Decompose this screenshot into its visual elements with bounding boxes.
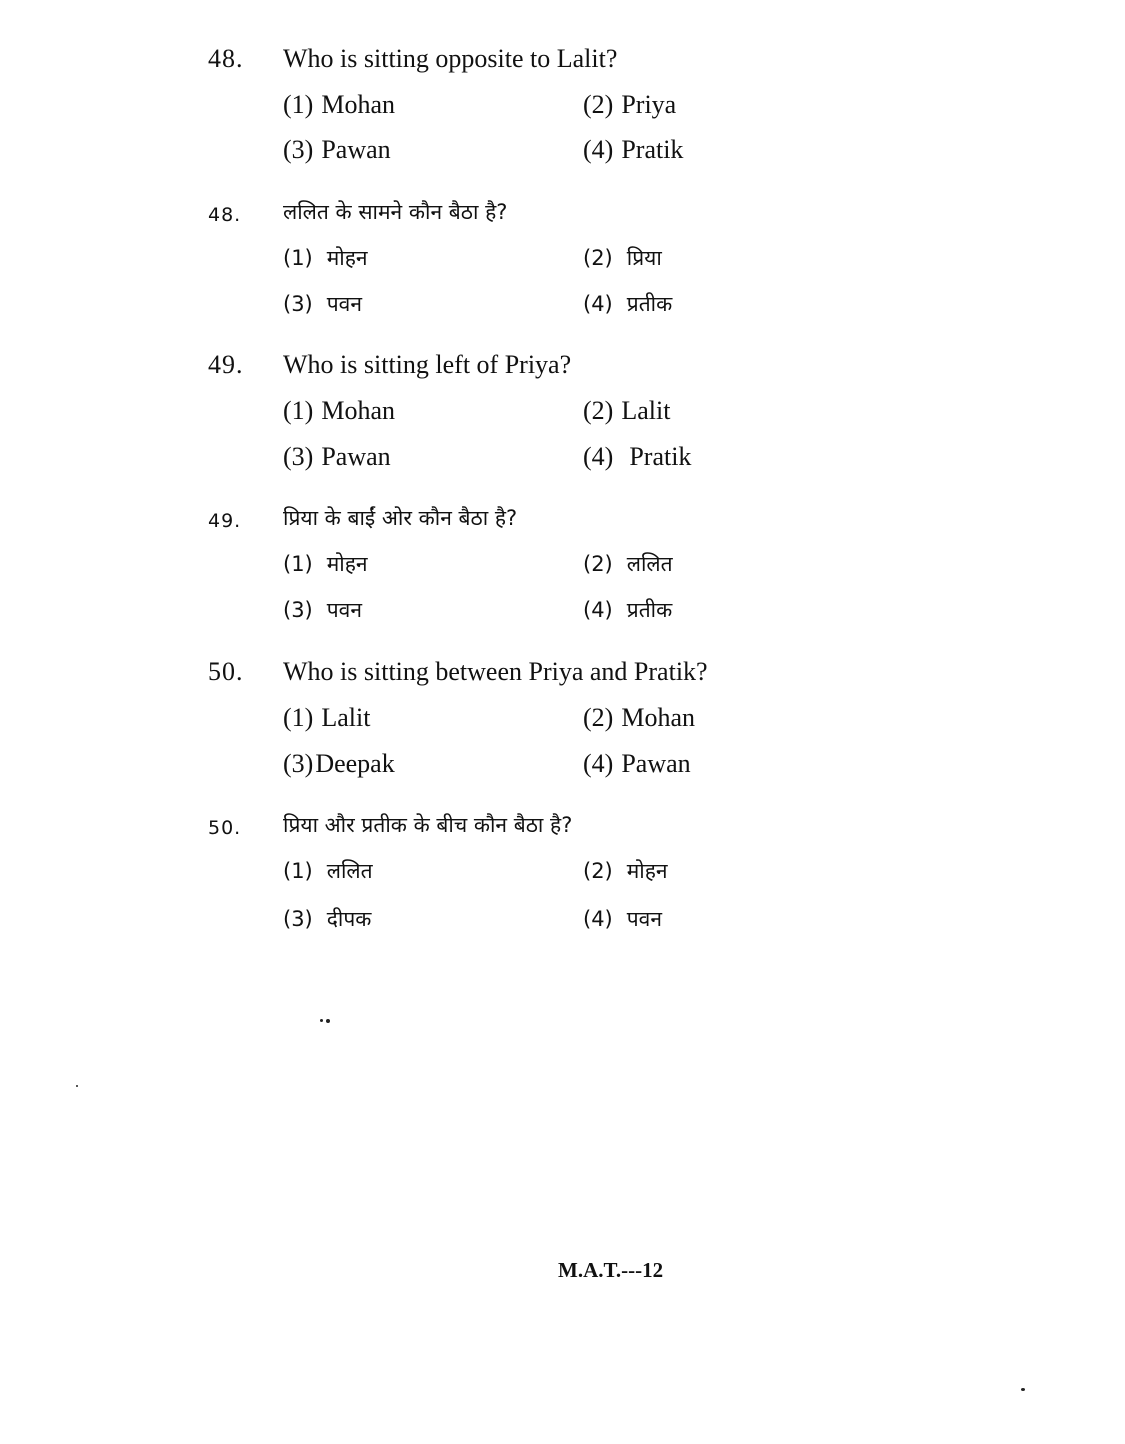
option-2 (583, 703, 695, 733)
page-code: M.A.T.---12 (558, 1258, 664, 1282)
option-2 (583, 396, 670, 426)
option-2 (583, 90, 676, 120)
option-label: Pawan (621, 749, 691, 778)
option-3 (283, 135, 391, 165)
option-2 (583, 857, 668, 885)
option-4 (583, 442, 691, 472)
option-label: Pawan (321, 442, 391, 471)
option-label: Priya (621, 90, 677, 119)
option-number: (3) (283, 749, 314, 778)
option-number: (3) (283, 135, 314, 164)
option-label: प्रतीक (626, 292, 673, 316)
option-3 (283, 749, 395, 779)
option-label: प्रतीक (626, 598, 673, 622)
option-number: (4) (583, 135, 614, 164)
option-3 (283, 905, 371, 933)
question-text: Who is sitting left of Priya? (283, 350, 572, 379)
scan-speck (76, 1085, 78, 1087)
option-label: दीपक (326, 907, 372, 931)
option-label: ललित (626, 552, 673, 576)
option-label: ललित (326, 859, 373, 883)
scan-speck (326, 1019, 330, 1023)
question-number: 49. (208, 510, 242, 532)
question-number: 48. (208, 204, 242, 226)
option-1 (283, 90, 395, 120)
question-number: 50. (208, 657, 244, 686)
scan-speck (320, 1019, 323, 1022)
option-number: (2) (583, 90, 614, 119)
option-4 (583, 596, 672, 624)
option-label: Pawan (321, 135, 391, 164)
option-label: पवन (626, 907, 663, 931)
option-4 (583, 749, 691, 779)
option-number: (1) (283, 552, 313, 576)
question-number: 50. (208, 817, 242, 839)
question-text: प्रिया और प्रतीक के बीच कौन बैठा है? (283, 813, 573, 837)
option-3 (283, 596, 362, 624)
option-number: (1) (283, 703, 314, 732)
question-number: 49. (208, 350, 244, 379)
option-label: पवन (326, 598, 363, 622)
option-4 (583, 905, 662, 933)
option-number: (4) (583, 442, 614, 471)
option-label: मोहन (626, 859, 668, 883)
option-number: (2) (583, 859, 613, 883)
option-number: (1) (283, 246, 313, 270)
option-number: (3) (283, 292, 313, 316)
option-1 (283, 703, 370, 733)
option-number: (3) (283, 598, 313, 622)
option-label: Pratik (621, 135, 684, 164)
option-label: मोहन (326, 246, 368, 270)
question-text: Who is sitting opposite to Lalit? (283, 44, 618, 73)
question-text: ललित के सामने कौन बैठा है? (283, 200, 508, 224)
option-number: (4) (583, 598, 613, 622)
option-label: Mohan (621, 703, 695, 732)
option-number: (1) (283, 90, 314, 119)
option-3 (283, 290, 362, 318)
option-2 (583, 244, 662, 272)
option-label: Lalit (621, 396, 671, 425)
option-number: (2) (583, 703, 614, 732)
option-1 (283, 550, 368, 578)
option-label: प्रिया (626, 246, 662, 270)
option-3 (283, 442, 391, 472)
option-1 (283, 857, 373, 885)
option-label: Mohan (321, 396, 395, 425)
option-2 (583, 550, 673, 578)
option-number: (2) (583, 396, 614, 425)
question-text: प्रिया के बाईं ओर कौन बैठा है? (283, 506, 518, 530)
option-number: (2) (583, 552, 613, 576)
option-4 (583, 290, 672, 318)
option-1 (283, 396, 395, 426)
option-label: Deepak (315, 749, 395, 778)
option-1 (283, 244, 368, 272)
option-label: Mohan (321, 90, 395, 119)
option-number: (4) (583, 749, 614, 778)
option-number: (1) (283, 396, 314, 425)
option-number: (4) (583, 292, 613, 316)
scan-speck (1021, 1388, 1025, 1391)
option-label: पवन (326, 292, 363, 316)
option-number: (3) (283, 907, 313, 931)
option-number: (2) (583, 246, 613, 270)
option-number: (1) (283, 859, 313, 883)
question-number: 48. (208, 44, 244, 73)
option-label: Lalit (321, 703, 371, 732)
option-4 (583, 135, 683, 165)
option-label: मोहन (326, 552, 368, 576)
question-text: Who is sitting between Priya and Pratik? (283, 657, 708, 686)
option-label: Pratik (629, 442, 692, 471)
option-number: (4) (583, 907, 613, 931)
option-number: (3) (283, 442, 314, 471)
